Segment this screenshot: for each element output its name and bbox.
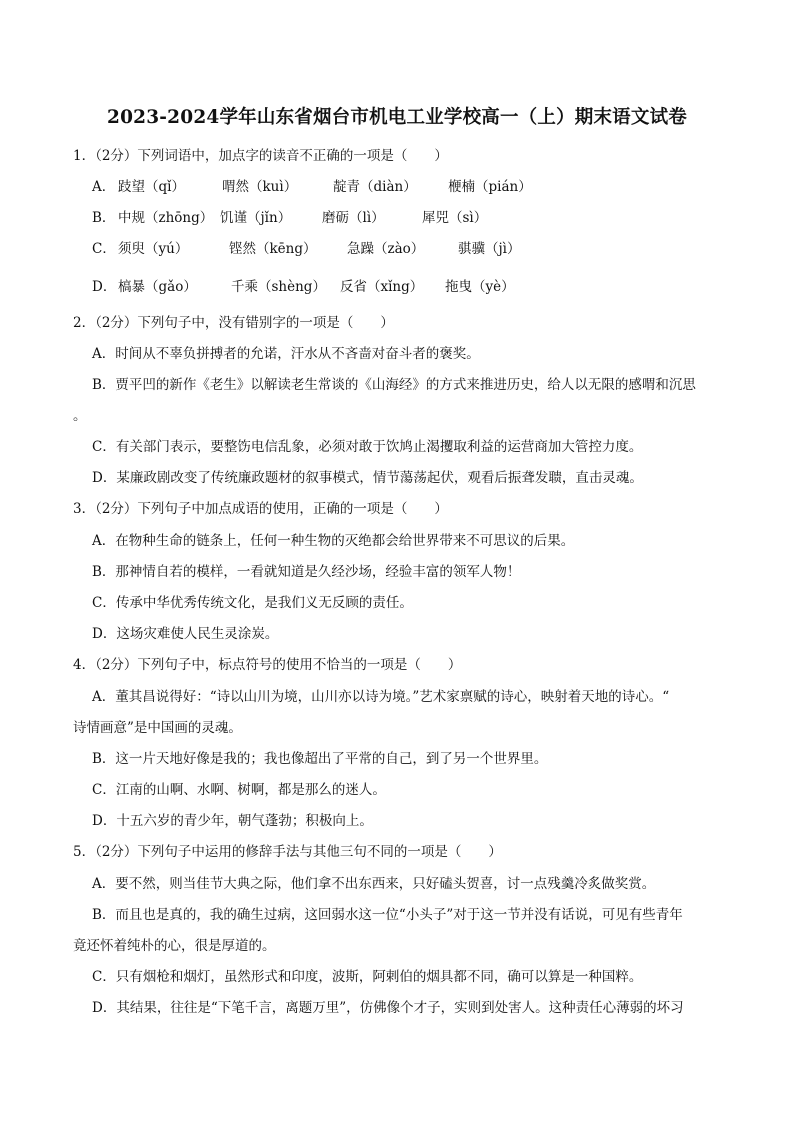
question-1-stem: 1．（2分）下列词语中，加点字的读音不正确的一项是（ ） [73,148,448,164]
q5-option-d: D．其结果，往往是“下笔千言，离题万里”，仿佛像个才子，实则到处害人。这种责任心薄弱的坏习 [92,1000,684,1016]
q1-a-item-4: 楩楠（pián） [448,179,532,195]
q1-d-item-3: 反省（xǐng） [340,279,424,295]
q5-option-b-continued: 竟还怀着纯朴的心，很是厚道的。 [73,938,276,954]
q1-d-item-2: 千乘（shèng） [231,279,326,295]
q1-b-item-2: 饥谨（jǐn） [220,210,292,226]
question-2-stem: 2．（2分）下列句子中，没有错别字的一项是（ ） [73,315,394,331]
q1-d-item-4: 拖曳（yè） [445,279,515,295]
q3-option-d: D．这场灾难使人民生灵涂炭。 [92,626,279,642]
q1-c-item-2: 铿然（kēng） [229,241,317,257]
question-5-stem: 5．（2分）下列句子中运用的修辞手法与其他三句不同的一项是（ ） [73,844,502,860]
q5-option-c: C．只有烟枪和烟灯，虽然形式和印度，波斯，阿剌伯的烟具都不同，确可以算是一种国粹。 [92,969,643,985]
q1-a-item-1: 跂望（qǐ） [118,179,185,195]
q2-option-b: B．贾平凹的新作《老生》以解读老生常谈的《山海经》的方式来推进历史，给人以无限的感喟和沉思 [92,377,696,393]
q4-option-a-continued: 诗情画意”是中国画的灵魂。 [73,720,242,736]
q3-option-a: A．在物种生命的链条上，任何一种生物的灭绝都会给世界带来不可思议的后果。 [92,533,575,549]
q1-a-item-2: 喟然（kuì） [222,179,298,195]
q3-option-c: C．传承中华优秀传统文化，是我们义无反顾的责任。 [92,595,413,611]
q3-option-b: B．那神情自若的模样，一看就知道是久经沙场，经验丰富的领军人物！ [92,564,521,580]
q5-option-a: A．要不然，则当佳节大典之际，他们拿不出东西来，只好磕头贺喜，讨一点残羹冷炙做奖赏。 [92,876,656,892]
q2-option-a: A．时间从不辜负拼搏者的允诺，汗水从不吝啬对奋斗者的褒奖。 [92,346,480,362]
q1-a-item-3: 靛青（diàn） [333,179,417,195]
q1-option-c-label: C． [92,241,116,257]
q2-option-b-continued: 。 [73,408,87,424]
q1-b-item-1: 中规（zhōng） [118,210,214,226]
q1-d-item-1: 槁暴（gǎo） [118,279,197,295]
exam-title: 2023-2024学年山东省烟台市机电工业学校高一（上）期末语文试卷 [107,107,687,128]
q1-option-d-label: D． [92,279,117,295]
q4-option-a: A．董其昌说得好：“诗以山川为境，山川亦以诗为境。”艺术家禀赋的诗心，映射着天地的诗心。“ [92,689,670,705]
q1-b-item-3: 磨砺（lì） [322,210,385,226]
q1-option-a-label: A． [92,179,116,195]
q5-option-b: B．而且也是真的，我的确生过病，这回弱水这一位“小头子”对于这一节并没有话说，可见有些青年 [92,907,683,923]
q4-option-b: B．这一片天地好像是我的；我也像超出了平常的自己，到了另一个世界里。 [92,751,548,767]
question-4-stem: 4．（2分）下列句子中，标点符号的使用不恰当的一项是（ ） [73,657,462,673]
q4-option-c: C．江南的山啊、水啊、树啊，都是那么的迷人。 [92,782,386,798]
q1-c-item-1: 须臾（yú） [118,241,189,257]
q1-c-item-4: 骐骥（jì） [458,241,521,257]
q1-c-item-3: 急躁（zào） [347,241,425,257]
q2-option-d: D．某廉政剧改变了传统廉政题材的叙事模式，情节蕩荡起伏，观看后振聋发聩，直击灵魂。 [92,470,643,486]
q2-option-c: C．有关部门表示，要整饬电信乱象，必须对敢于饮鸠止渴攫取利益的运营商加大管控力度。 [92,439,643,455]
question-3-stem: 3．（2分）下列句子中加点成语的使用，正确的一项是（ ） [73,501,448,517]
q1-option-b-label: B． [92,210,116,226]
q4-option-d: D．十五六岁的青少年，朝气蓬勃；积极向上。 [92,813,373,829]
q1-b-item-4: 犀兕（sì） [422,210,488,226]
